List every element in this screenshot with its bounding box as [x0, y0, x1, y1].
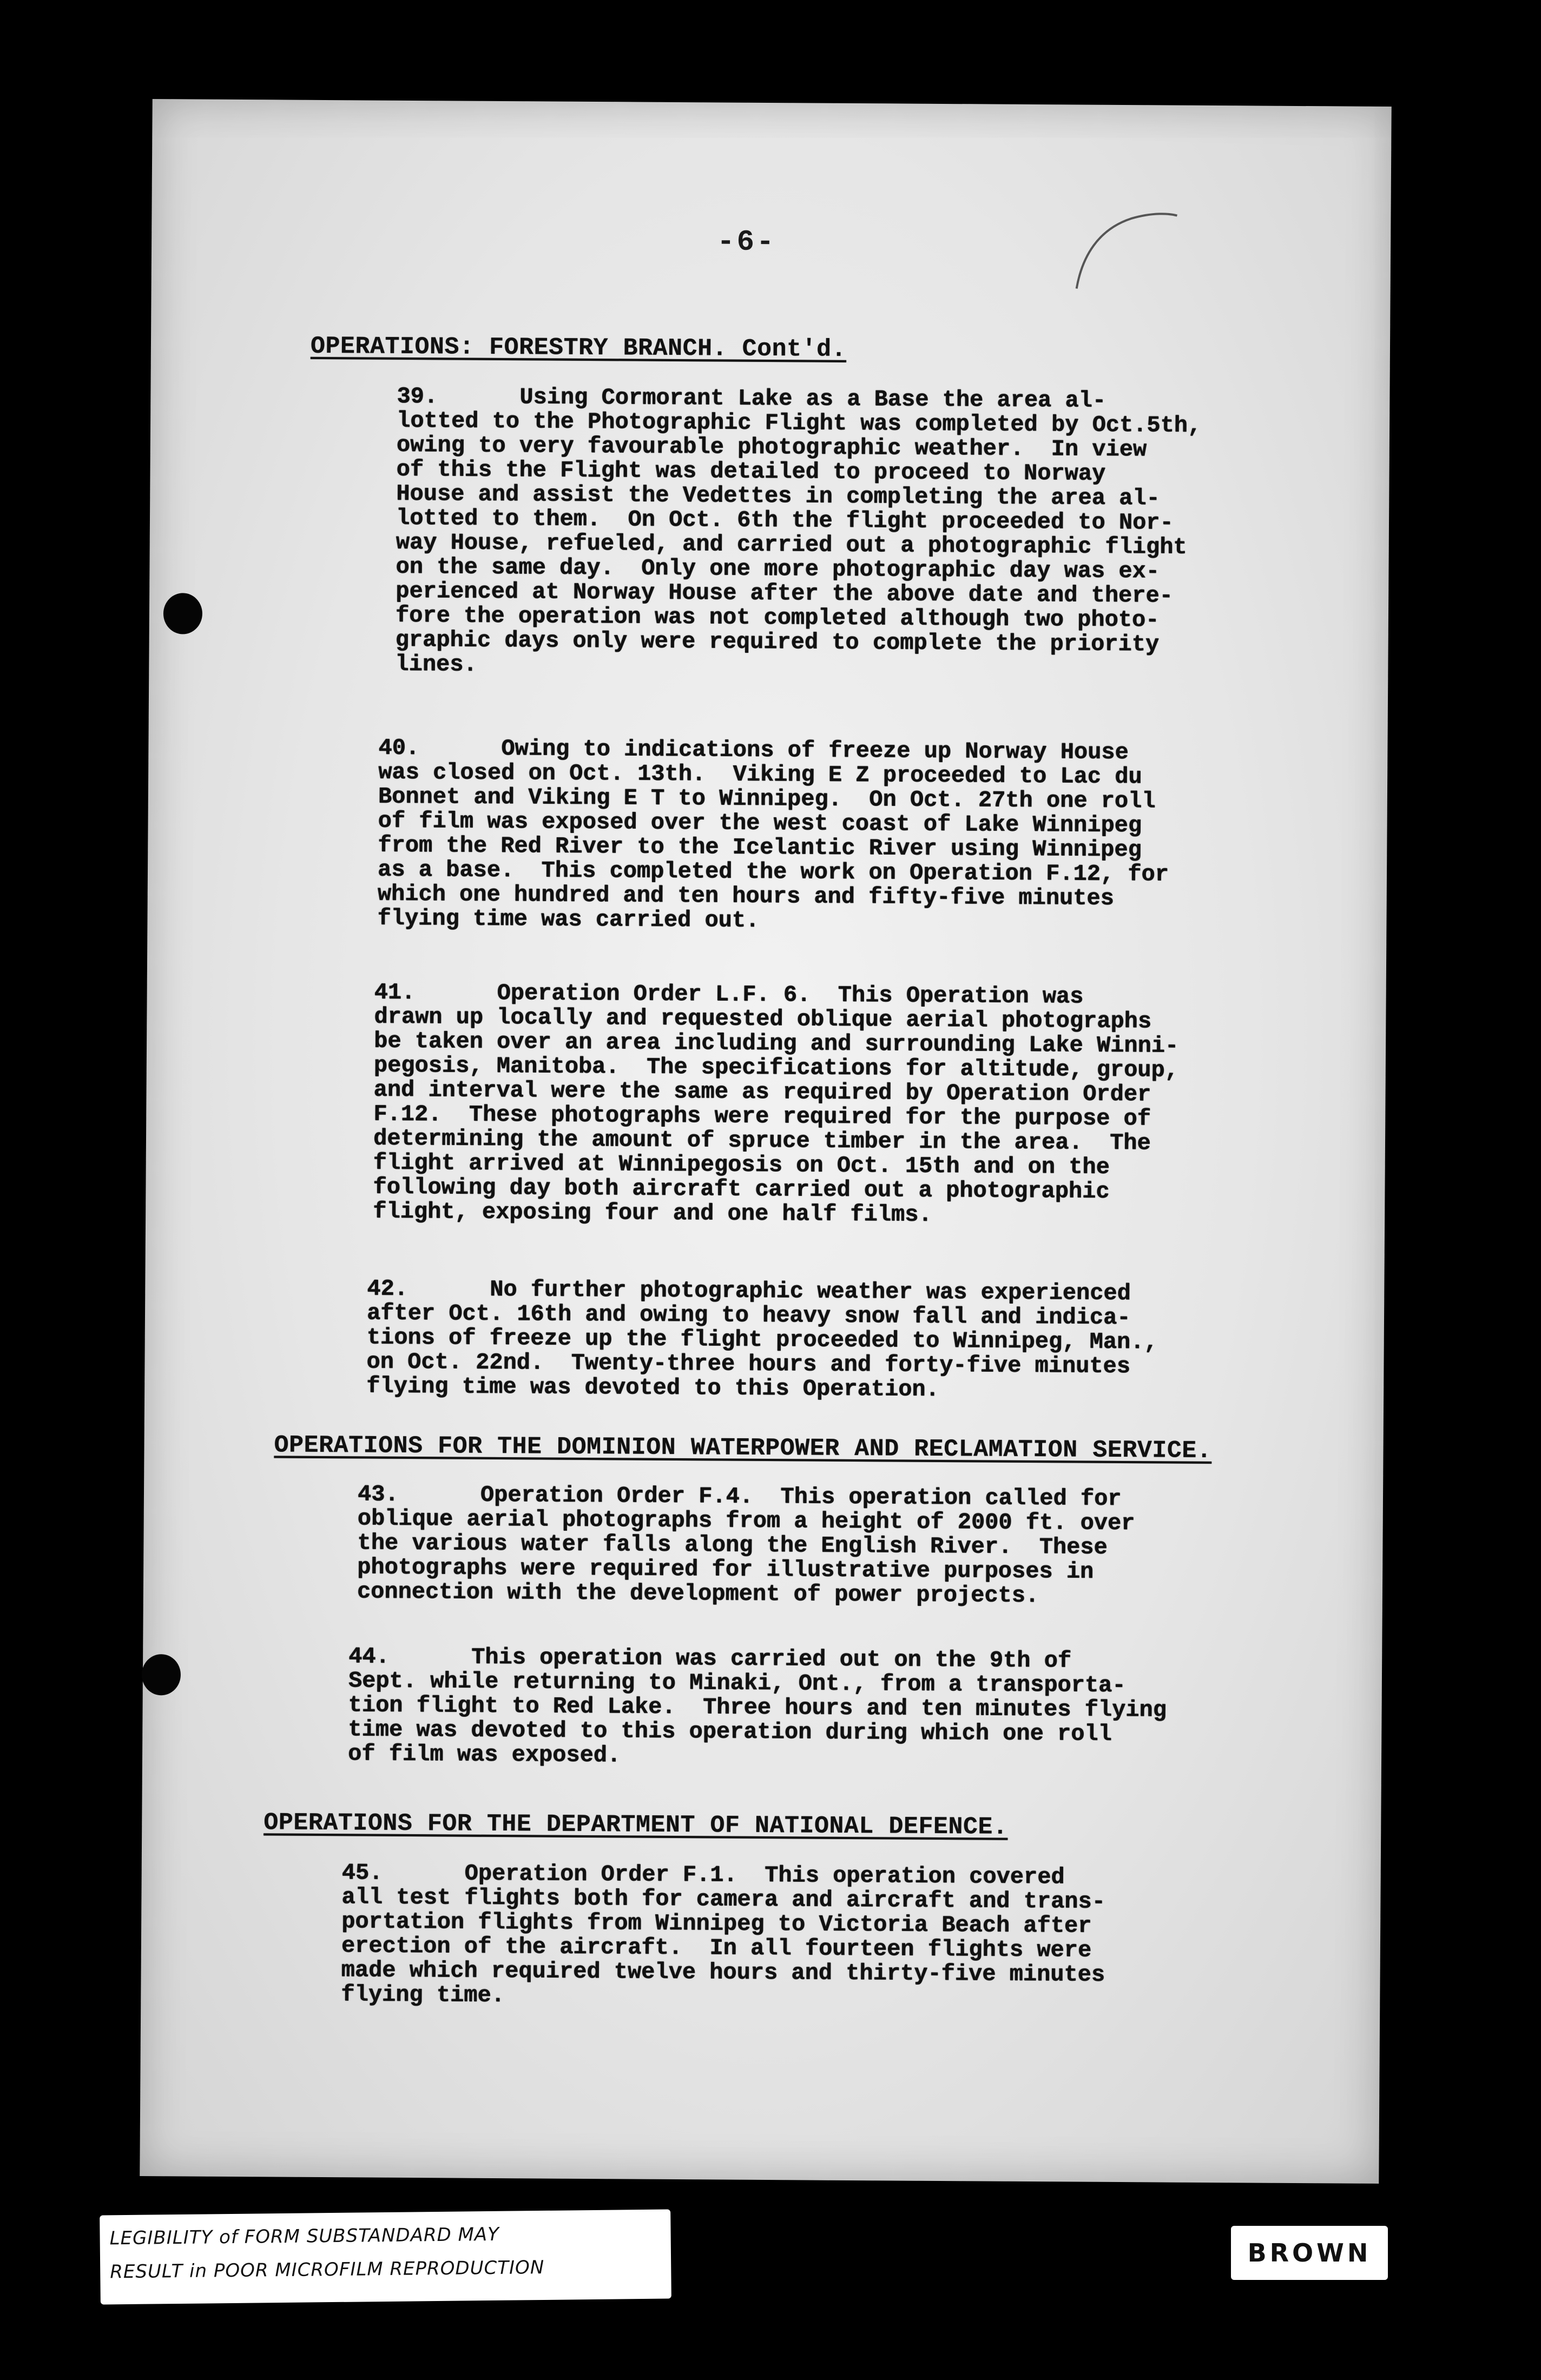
paragraph-line: No further photographic weather was experienced: [490, 1276, 1131, 1307]
paragraph-43: [357, 1482, 1135, 1609]
legibility-note-line: LEGIBILITY of FORM SUBSTANDARD MAY: [109, 2223, 500, 2250]
paragraph-line: lotted to the Photographic Flight was completed by Oct.5th,: [396, 407, 1202, 439]
paragraph-line: flight, exposing four and one half films.: [373, 1198, 932, 1228]
paragraph-line: perienced at Norway House after the above date and there-: [396, 578, 1173, 609]
paragraph-number: 43.: [357, 1481, 399, 1508]
paragraph-line: drawn up locally and requested oblique aerial photographs: [374, 1003, 1152, 1035]
paragraph-line: lines.: [395, 651, 477, 678]
heading-waterpower: OPERATIONS FOR THE DOMINION WATERPOWER AND RECLAMATION SERVICE.: [274, 1431, 1212, 1465]
pencil-mark-icon: [1071, 196, 1180, 294]
paragraph-line: Operation Order F.4. This operation called for: [480, 1482, 1122, 1512]
paragraph-line: portation flights from Winnipeg to Victoria Beach after: [341, 1908, 1092, 1939]
paragraph-line: as a base. This completed the work on Operation F.12, for: [377, 856, 1169, 888]
paragraph-line: determining the amount of spruce timber in the area. The: [373, 1125, 1151, 1156]
document-page: [140, 99, 1391, 2184]
paragraph-line: photographs were required for illustrative purposes in: [357, 1554, 1094, 1585]
paragraph-line: after Oct. 16th and owing to heavy snow fall and indica-: [366, 1300, 1131, 1331]
paragraph-line: was closed on Oct. 13th. Viking E Z proceeded to Lac du: [378, 759, 1142, 790]
page-number: -6-: [716, 226, 776, 260]
paragraph-line: oblique aerial photographs from a height of 2000 ft. over: [357, 1505, 1135, 1537]
paragraph-line: flying time.: [341, 1981, 505, 2009]
paragraph-line: all test flights both for camera and aircraft and trans-: [341, 1884, 1106, 1915]
paragraph-number: 44.: [348, 1643, 390, 1670]
paragraph-41: [373, 981, 1179, 1229]
paragraph-45: [341, 1861, 1105, 2012]
paragraph-line: Owing to indications of freeze up Norway House: [501, 736, 1129, 766]
paragraph-line: This operation was carried out on the 9th of: [471, 1644, 1072, 1674]
paragraph-line: on Oct. 22nd. Twenty-three hours and forty-five minutes: [366, 1348, 1131, 1380]
paragraph-line: F.12. These photographs were required for the purpose of: [373, 1101, 1151, 1132]
paragraph-line: pegosis, Manitoba. The specifications for altitude, group,: [373, 1052, 1179, 1083]
paragraph-line: Sept. while returning to Minaki, Ont., from a transporta-: [348, 1668, 1126, 1699]
paragraph-line: time was devoted to this operation during which one roll: [348, 1716, 1112, 1747]
paragraph-line: connection with the development of power projects.: [357, 1578, 1039, 1609]
name-stamp: BROWN: [1231, 2226, 1388, 2280]
paragraph-line: Operation Order L.F. 6. This Operation was: [497, 980, 1084, 1010]
paragraph-line: tions of freeze up the flight proceeded to Winnipeg, Man.,: [366, 1324, 1158, 1356]
paragraph-line: from the Red River to the Icelantic River using Winnipeg: [378, 832, 1142, 863]
punch-hole-top: [163, 593, 202, 634]
paragraph-line: way House, refueled, and carried out a photographic flight: [396, 529, 1187, 560]
paragraph-line: House and assist the Vedettes in completing the area al-: [396, 480, 1160, 512]
paragraph-line: lotted to them. On Oct. 6th the flight proceeded to Nor-: [396, 505, 1174, 536]
paragraph-line: flight arrived at Winnipegosis on Oct. 15th and on the: [373, 1149, 1110, 1180]
paragraph-line: graphic days only were required to complete the priority: [395, 626, 1160, 658]
paragraph-line: of film was exposed over the west coast of Lake Winnipeg: [378, 808, 1142, 839]
paragraph-line: the various water falls along the English River. These: [357, 1530, 1108, 1561]
paragraph-line: on the same day. Only one more photographic day was ex-: [396, 553, 1160, 585]
paragraph-number: 42.: [367, 1275, 409, 1302]
paragraph-line: Using Cormorant Lake as a Base the area al-: [519, 384, 1107, 414]
paragraph-number: 39.: [397, 383, 438, 410]
legibility-note-line: RESULT in POOR MICROFILM REPRODUCTION: [110, 2256, 545, 2283]
paragraph-line: Operation Order F.1. This operation covered: [464, 1860, 1065, 1890]
paragraph-line: made which required twelve hours and thirty-five minutes: [341, 1957, 1105, 1988]
paragraph-line: of film was exposed.: [347, 1741, 621, 1769]
paragraph-line: which one hundred and ten hours and fifty-five minutes: [377, 881, 1114, 911]
paragraph-39: [395, 385, 1201, 682]
paragraph-line: flying time was devoted to this Operation.: [366, 1373, 939, 1403]
paragraph-line: following day both aircraft carried out a photographic: [373, 1174, 1110, 1205]
paragraph-line: fore the operation was not completed although two photo-: [395, 602, 1160, 633]
paragraph-44: [348, 1644, 1167, 1771]
paragraph-line: flying time was carried out.: [377, 905, 760, 934]
paragraph-40: [377, 736, 1169, 936]
paragraph-line: erection of the aircraft. In all fourteen flights were: [341, 1933, 1092, 1964]
heading-defence: OPERATIONS FOR THE DEPARTMENT OF NATIONAL DEFENCE.: [264, 1809, 1008, 1841]
punch-hole-bottom: [142, 1654, 181, 1695]
paragraph-line: owing to very favourable photographic weather. In view: [396, 432, 1147, 463]
paragraph-42: [366, 1277, 1158, 1404]
paragraph-line: tion flight to Red Lake. Three hours and ten minutes flying: [348, 1692, 1167, 1723]
paragraph-number: 41.: [374, 979, 416, 1006]
paragraph-line: be taken over an area including and surrounding Lake Winni-: [373, 1028, 1179, 1059]
heading-forestry: OPERATIONS: FORESTRY BRANCH. Cont'd.: [310, 332, 847, 363]
paragraph-line: and interval were the same as required by Operation Order: [373, 1076, 1151, 1108]
paragraph-number: 45.: [341, 1860, 383, 1886]
paragraph-number: 40.: [378, 735, 420, 762]
paragraph-line: Bonnet and Viking E T to Winnipeg. On Oct. 27th one roll: [378, 783, 1156, 815]
legibility-note: [100, 2209, 671, 2304]
paragraph-line: of this the Flight was detailed to proceed to Norway: [396, 456, 1106, 487]
